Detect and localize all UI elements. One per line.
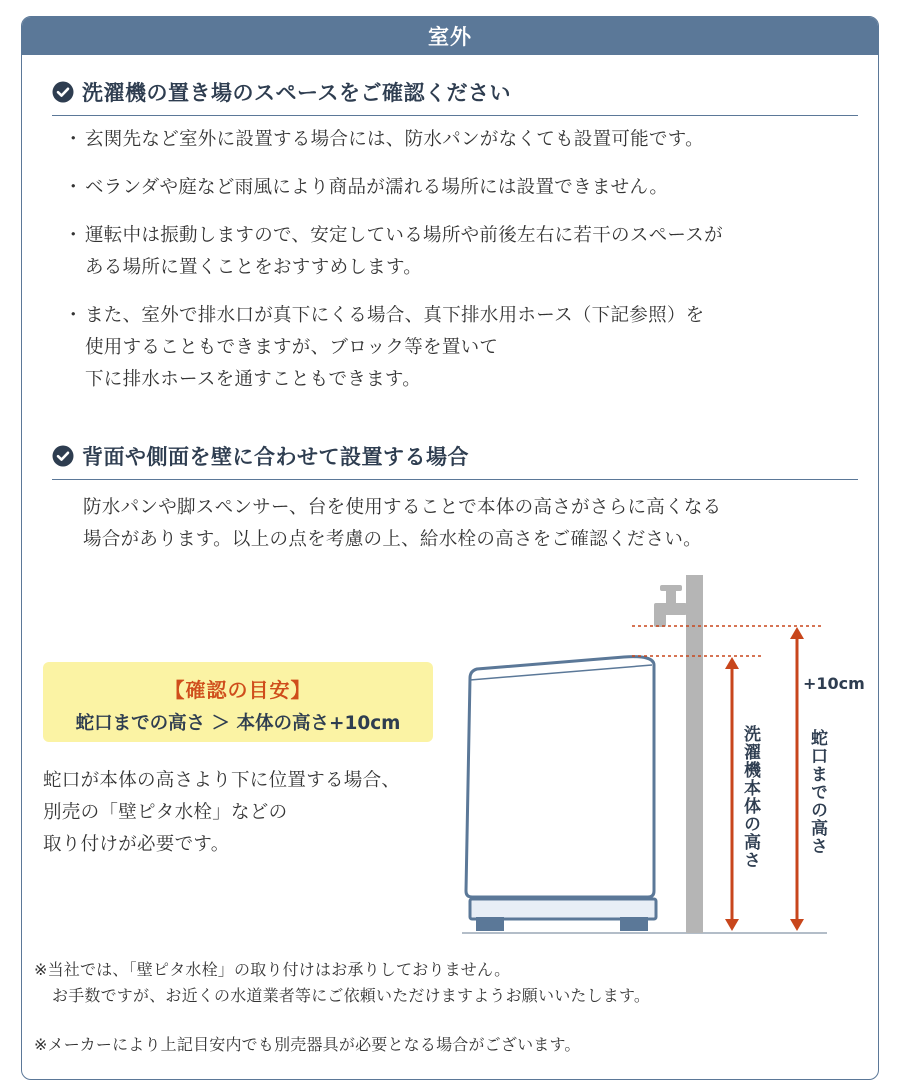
faucet-height-label: 蛇口までの高さ <box>807 729 827 855</box>
machine-height-label: 洗濯機本体の高さ <box>740 725 760 869</box>
faucet-height-arrow <box>790 627 804 931</box>
offset-label: +10cm <box>803 674 865 693</box>
wall-pipe <box>686 575 703 933</box>
machine-height-arrow <box>725 657 739 931</box>
guide-title: 【確認の目安】 <box>164 678 312 702</box>
washing-machine-illustration <box>466 657 656 931</box>
section2-title-text: 背面や側面を壁に合わせて設置する場合 <box>82 445 469 469</box>
list-item: ・ 運転中は振動しますので、安定している場所や前後左右に若干のスペースが ある場所に置くことをおすすめします。 <box>66 220 866 284</box>
installation-diagram <box>22 17 879 1080</box>
outdoor-card <box>21 16 879 1080</box>
list-item: ・ ベランダや庭など雨風により商品が濡れる場所には設置できません。 <box>66 172 866 204</box>
section1-title-text: 洗濯機の置き場のスペースをご確認ください <box>82 81 511 105</box>
footnote-2: ※メーカーにより上記目安内でも別売器具が必要となる場合がございます。 <box>34 1035 581 1054</box>
list-item: ・ また、室外で排水口が真下にくる場合、真下排水用ホース（下記参照）を 使用することもできますが、ブロック等を置いて 下に排水ホースを通すこともできます。 <box>66 300 866 396</box>
guide-formula: 蛇口までの高さ ＞ 本体の高さ+10cm <box>75 713 401 734</box>
guide-note: 蛇口が本体の高さより下に位置する場合、 別売の「壁ピタ水栓」などの 取り付けが必要です。 <box>43 770 401 855</box>
footnote-1: ※当社では、「壁ピタ水栓」の取り付けはお承りしておりません。 お手数ですが、お近くの水道業者等にご依頼いただけますようお願いいたします。 <box>34 960 651 1005</box>
faucet-icon <box>654 585 688 627</box>
section-header: 室外 <box>22 17 878 55</box>
section2-paragraph: 防水パンや脚スペンサー、台を使用することで本体の高さがさらに高くなる 場合があります。以上の点を考慮の上、給水栓の高さをご確認ください。 <box>83 497 722 550</box>
list-item: ・ 玄関先など室外に設置する場合には、防水パンがなくても設置可能です。 <box>66 124 866 156</box>
